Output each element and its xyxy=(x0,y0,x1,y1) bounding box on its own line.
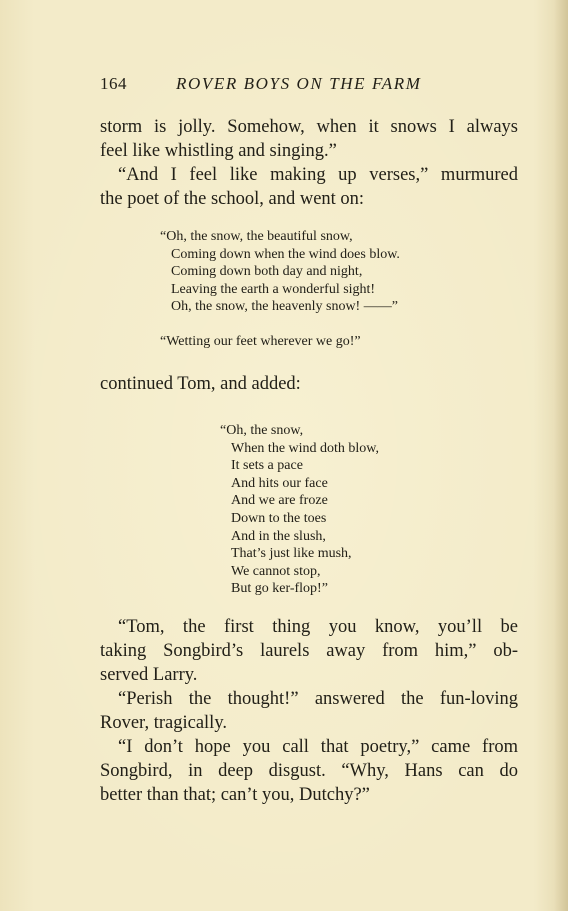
page-number: 164 xyxy=(100,74,127,93)
text-line: Rover, tragically. xyxy=(100,713,227,733)
verse-ker-flop xyxy=(220,422,379,598)
verse-line: “Oh, the snow, xyxy=(220,423,304,438)
text-line: “I don’t hope you call that poetry,” came from xyxy=(118,737,518,757)
verse-line: It sets a pace xyxy=(231,458,303,474)
text-line: Songbird, in deep disgust. “Why, Hans can do xyxy=(100,761,518,781)
text-line: “Perish the thought!” answered the fun-loving xyxy=(118,689,518,709)
verse-wetting-feet xyxy=(160,333,361,351)
verse-line: That’s just like mush, xyxy=(231,546,352,562)
verse-line: We cannot stop, xyxy=(231,563,321,579)
verse-line: Coming down both day and night, xyxy=(171,264,363,280)
running-head: ROVER BOYS ON THE FARM xyxy=(176,74,422,93)
paragraph-verses xyxy=(100,163,518,211)
text-line: taking Songbird’s laurels away from him,” ob- xyxy=(100,641,518,661)
text-line: continued Tom, and added: xyxy=(100,374,301,394)
text-line: served Larry. xyxy=(100,665,198,685)
text-line: feel like whistling and singing.” xyxy=(100,141,337,161)
verse-line: Down to the toes xyxy=(231,510,327,526)
verse-snow-beautiful xyxy=(160,228,400,316)
verse-line: And in the slush, xyxy=(231,528,326,544)
verse-line: Leaving the earth a wonderful sight! xyxy=(171,281,376,297)
paragraph-continued xyxy=(100,372,518,396)
paragraph-laurels xyxy=(100,615,518,687)
verse-line: “Wetting our feet wherever we go!” xyxy=(160,334,361,349)
verse-line: Oh, the snow, the heavenly snow! ——” xyxy=(171,299,398,315)
verse-line: When the wind doth blow, xyxy=(231,440,380,456)
text-line: the poet of the school, and went on: xyxy=(100,189,365,209)
text-line: storm is jolly. Somehow, when it snows I always xyxy=(100,117,518,137)
paragraph-poetry xyxy=(100,735,518,807)
text-line: “And I feel like making up verses,” murmured xyxy=(118,165,518,185)
verse-line: Coming down when the wind does blow. xyxy=(171,246,400,262)
verse-line: “Oh, the snow, the beautiful snow, xyxy=(160,229,353,244)
verse-line: But go ker-flop!” xyxy=(231,581,328,597)
text-line: “Tom, the first thing you know, you’ll be xyxy=(118,617,518,637)
text-line: better than that; can’t you, Dutchy?” xyxy=(100,785,370,805)
verse-line: And hits our face xyxy=(231,475,328,491)
verse-line: And we are froze xyxy=(231,493,328,509)
page-header xyxy=(100,74,520,100)
paragraph-storm xyxy=(100,115,518,163)
paragraph-perish xyxy=(100,687,518,735)
page-edge-shadow xyxy=(554,0,568,911)
